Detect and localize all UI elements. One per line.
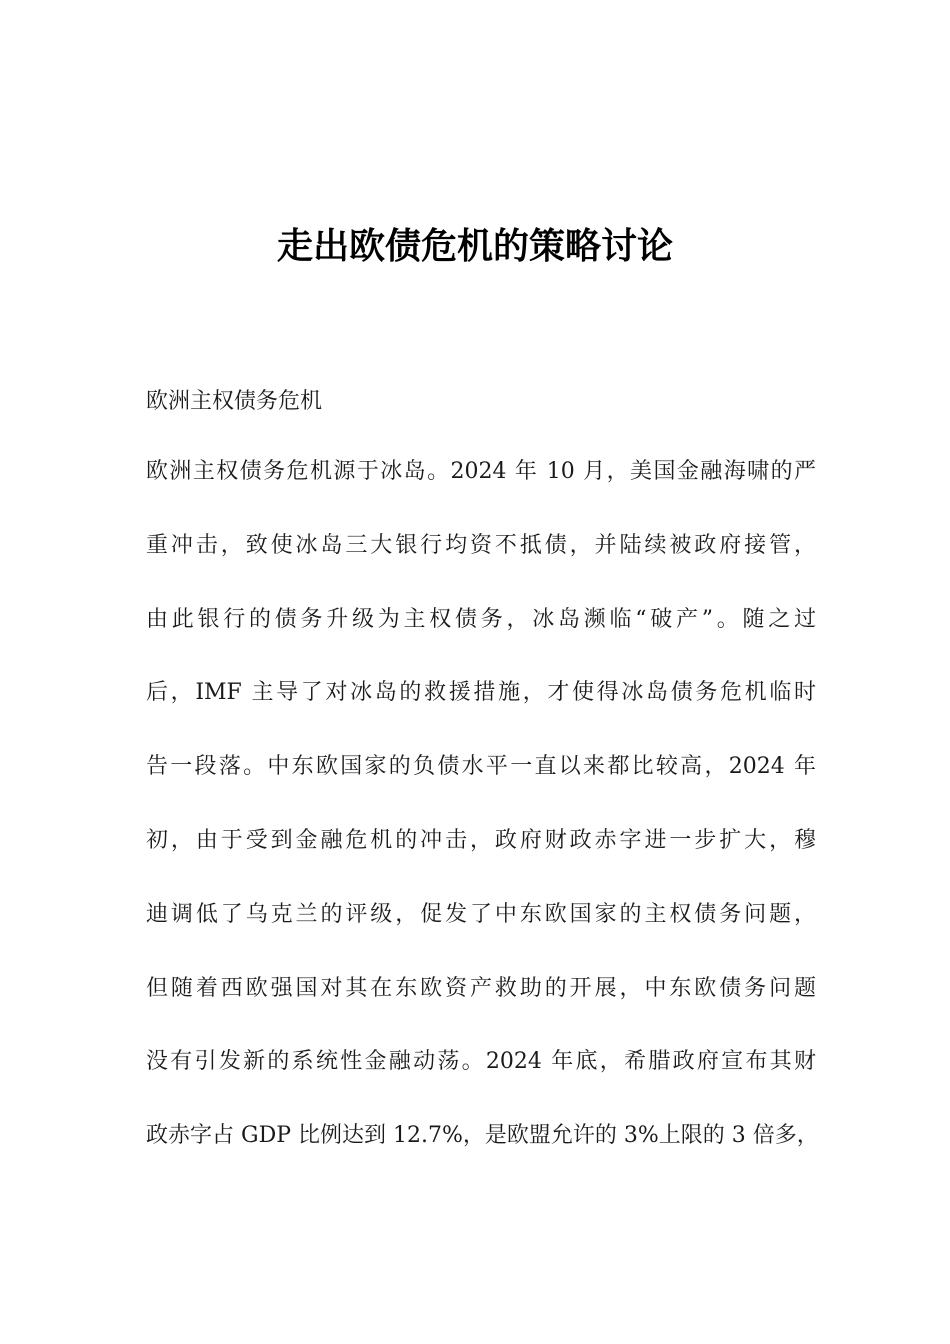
- body-line: 后，IMF 主导了对冰岛的救援措施，才使得冰岛债务危机临时: [146, 680, 816, 706]
- document-title: 走出欧债危机的策略讨论: [276, 226, 673, 267]
- body-line: 但随着西欧强国对其在东欧资产救助的开展，中东欧债务问题: [146, 975, 816, 1001]
- body-line: 初，由于受到金融危机的冲击，政府财政赤字进一步扩大，穆: [146, 827, 816, 853]
- body-line: 政赤字占 GDP 比例达到 12.7%，是欧盟允许的 3%上限的 3 倍多，: [146, 1123, 819, 1149]
- body-line: 迪调低了乌克兰的评级，促发了中东欧国家的主权债务问题，: [146, 901, 816, 927]
- body-line: 重冲击，致使冰岛三大银行均资不抵债，并陆续被政府接管，: [146, 532, 816, 558]
- body-line: 由此银行的债务升级为主权债务，冰岛濒临“破产”。随之过: [146, 606, 816, 632]
- body-paragraph: [146, 456, 819, 1194]
- body-line: 没有引发新的系统性金融动荡。2024 年底，希腊政府宣布其财: [146, 1049, 816, 1075]
- body-line: 告一段落。中东欧国家的负债水平一直以来都比较高，2024 年: [146, 754, 816, 780]
- body-line: 欧洲主权债务危机源于冰岛。2024 年 10 月，美国金融海啸的严: [146, 459, 816, 484]
- section-heading: 欧洲主权债务危机: [146, 389, 323, 414]
